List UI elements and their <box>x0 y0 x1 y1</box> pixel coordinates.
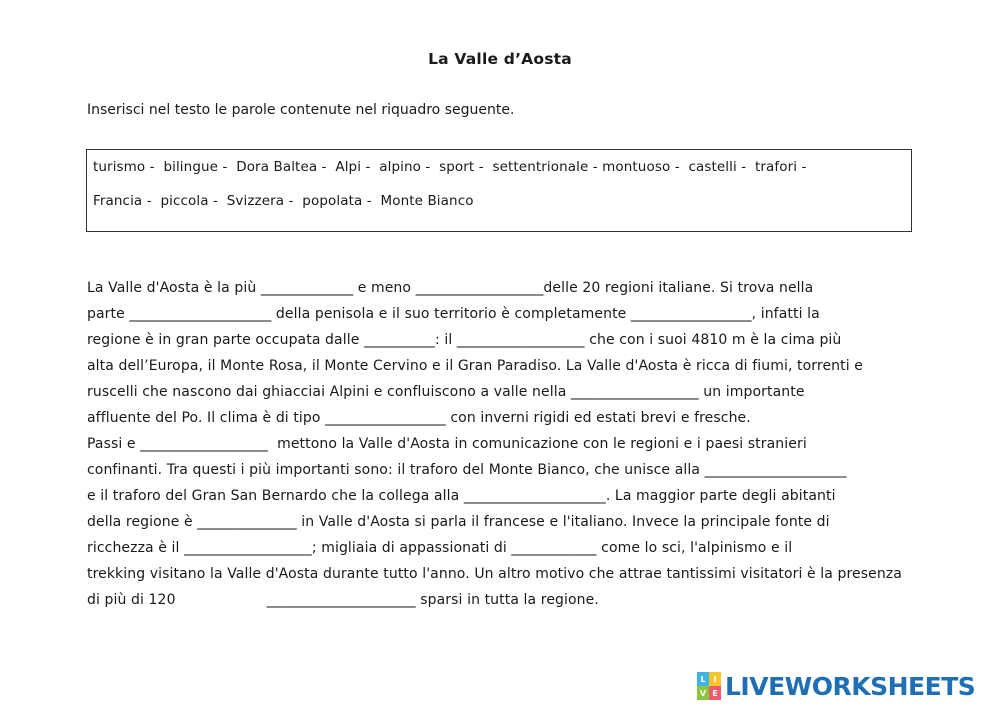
text-line: di più di 120 _____________________ sparsi in tutta la regione. <box>87 592 599 608</box>
text-line: regione è in gran parte occupata dalle __________: il __________________ che con i suoi 4810 m è la cima più <box>87 332 842 348</box>
page-title: La Valle d’Aosta <box>428 50 572 68</box>
word-bank-box <box>86 149 912 232</box>
logo-text: LIVEWORKSHEETS <box>725 671 976 701</box>
logo-icon <box>697 672 721 700</box>
word-bank-line: Francia - piccola - Svizzera - popolata - Monte Bianco <box>93 193 474 209</box>
text-line: ricchezza è il __________________; migliaia di appassionati di ____________ come lo sci, l'alpinismo e il <box>87 540 793 556</box>
text-line: alta dell’Europa, il Monte Rosa, il Monte Cervino e il Gran Paradiso. La Valle d'Aosta è ricca di fiumi, torrenti e <box>87 358 863 374</box>
cloze-text <box>87 278 917 616</box>
text-line: della regione è ______________ in Valle d'Aosta si parla il francese e l'italiano. Invece la principale fonte di <box>87 514 830 530</box>
text-line: trekking visitano la Valle d'Aosta durante tutto l'anno. Un altro motivo che attrae tantissimi visitatori è la presenza <box>87 566 902 582</box>
text-line: e il traforo del Gran San Bernardo che la collega alla ____________________. La maggior parte degli abitanti <box>87 488 836 504</box>
text-line: La Valle d'Aosta è la più _____________ e meno __________________delle 20 regioni italiane. Si trova nella <box>87 280 814 296</box>
text-line: affluente del Po. Il clima è di tipo _________________ con inverni rigidi ed estati brevi e fresche. <box>87 410 751 426</box>
logo-letter: E <box>709 686 721 700</box>
text-line: parte ____________________ della penisola e il suo territorio è completamente _________________, infatti la <box>87 306 820 322</box>
text-line: ruscelli che nascono dai ghiacciai Alpini e confluiscono a valle nella __________________ un importante <box>87 384 805 400</box>
text-line: confinanti. Tra questi i più importanti sono: il traforo del Monte Bianco, che unisce alla ____________________ <box>87 462 847 478</box>
text-line: Passi e __________________ mettono la Valle d'Aosta in comunicazione con le regioni e i paesi stranieri <box>87 436 807 452</box>
instruction-text: Inserisci nel testo le parole contenute nel riquadro seguente. <box>87 102 515 118</box>
logo-letter: I <box>709 672 721 686</box>
logo-letter: L <box>697 672 709 686</box>
word-bank-line: turismo - bilingue - Dora Baltea - Alpi - alpino - sport - settentrionale - montuoso - castelli - trafori - <box>93 159 807 175</box>
logo-letter: V <box>697 686 709 700</box>
liveworksheets-logo[interactable] <box>697 670 975 702</box>
